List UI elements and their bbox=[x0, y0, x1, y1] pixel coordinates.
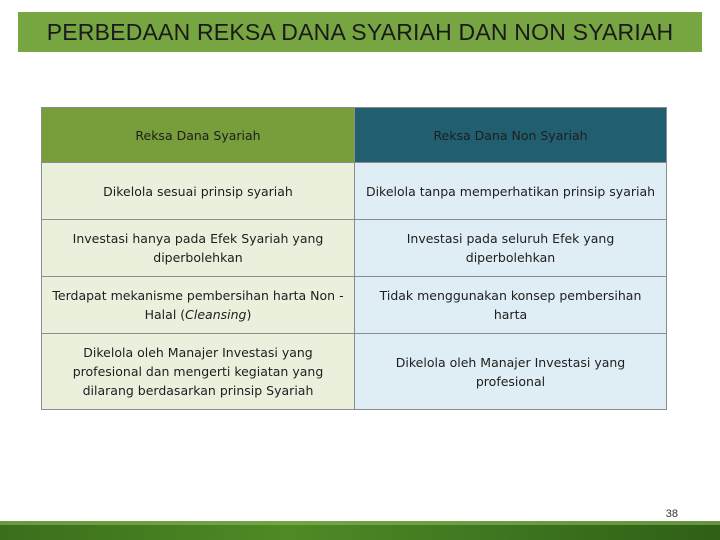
cell-text: ) bbox=[246, 307, 252, 322]
cell-text: Terdapat mekanisme pembersihan harta Non -Halal ( bbox=[52, 288, 344, 322]
table-row bbox=[42, 277, 667, 334]
table-row bbox=[42, 163, 667, 220]
cell-text-italic: Cleansing bbox=[185, 307, 247, 322]
cell-syariah: Dikelola sesuai prinsip syariah bbox=[42, 163, 355, 220]
page-number: 38 bbox=[665, 508, 678, 520]
cell-non-syariah: Dikelola oleh Manajer Investasi yang profesional bbox=[355, 334, 667, 410]
table-row bbox=[42, 334, 667, 410]
cell-non-syariah: Tidak menggunakan konsep pembersihan harta bbox=[355, 277, 667, 334]
slide-title: PERBEDAAN REKSA DANA SYARIAH DAN NON SYARIAH bbox=[46, 18, 674, 45]
header-reksa-dana-non-syariah: Reksa Dana Non Syariah bbox=[355, 108, 667, 163]
table-row bbox=[42, 220, 667, 277]
cell-non-syariah: Investasi pada seluruh Efek yang diperbolehkan bbox=[355, 220, 667, 277]
comparison-table bbox=[41, 107, 667, 410]
cell-syariah: Dikelola oleh Manajer Investasi yang profesional dan mengerti kegiatan yang dilarang berdasarkan prinsip Syariah bbox=[42, 334, 355, 410]
footer-band bbox=[0, 521, 720, 540]
cell-non-syariah: Dikelola tanpa memperhatikan prinsip syariah bbox=[355, 163, 667, 220]
header-reksa-dana-syariah: Reksa Dana Syariah bbox=[42, 108, 355, 163]
table-header-row bbox=[42, 108, 667, 163]
cell-syariah bbox=[42, 277, 355, 334]
slide-title-bar bbox=[18, 12, 702, 52]
cell-syariah: Investasi hanya pada Efek Syariah yang diperbolehkan bbox=[42, 220, 355, 277]
